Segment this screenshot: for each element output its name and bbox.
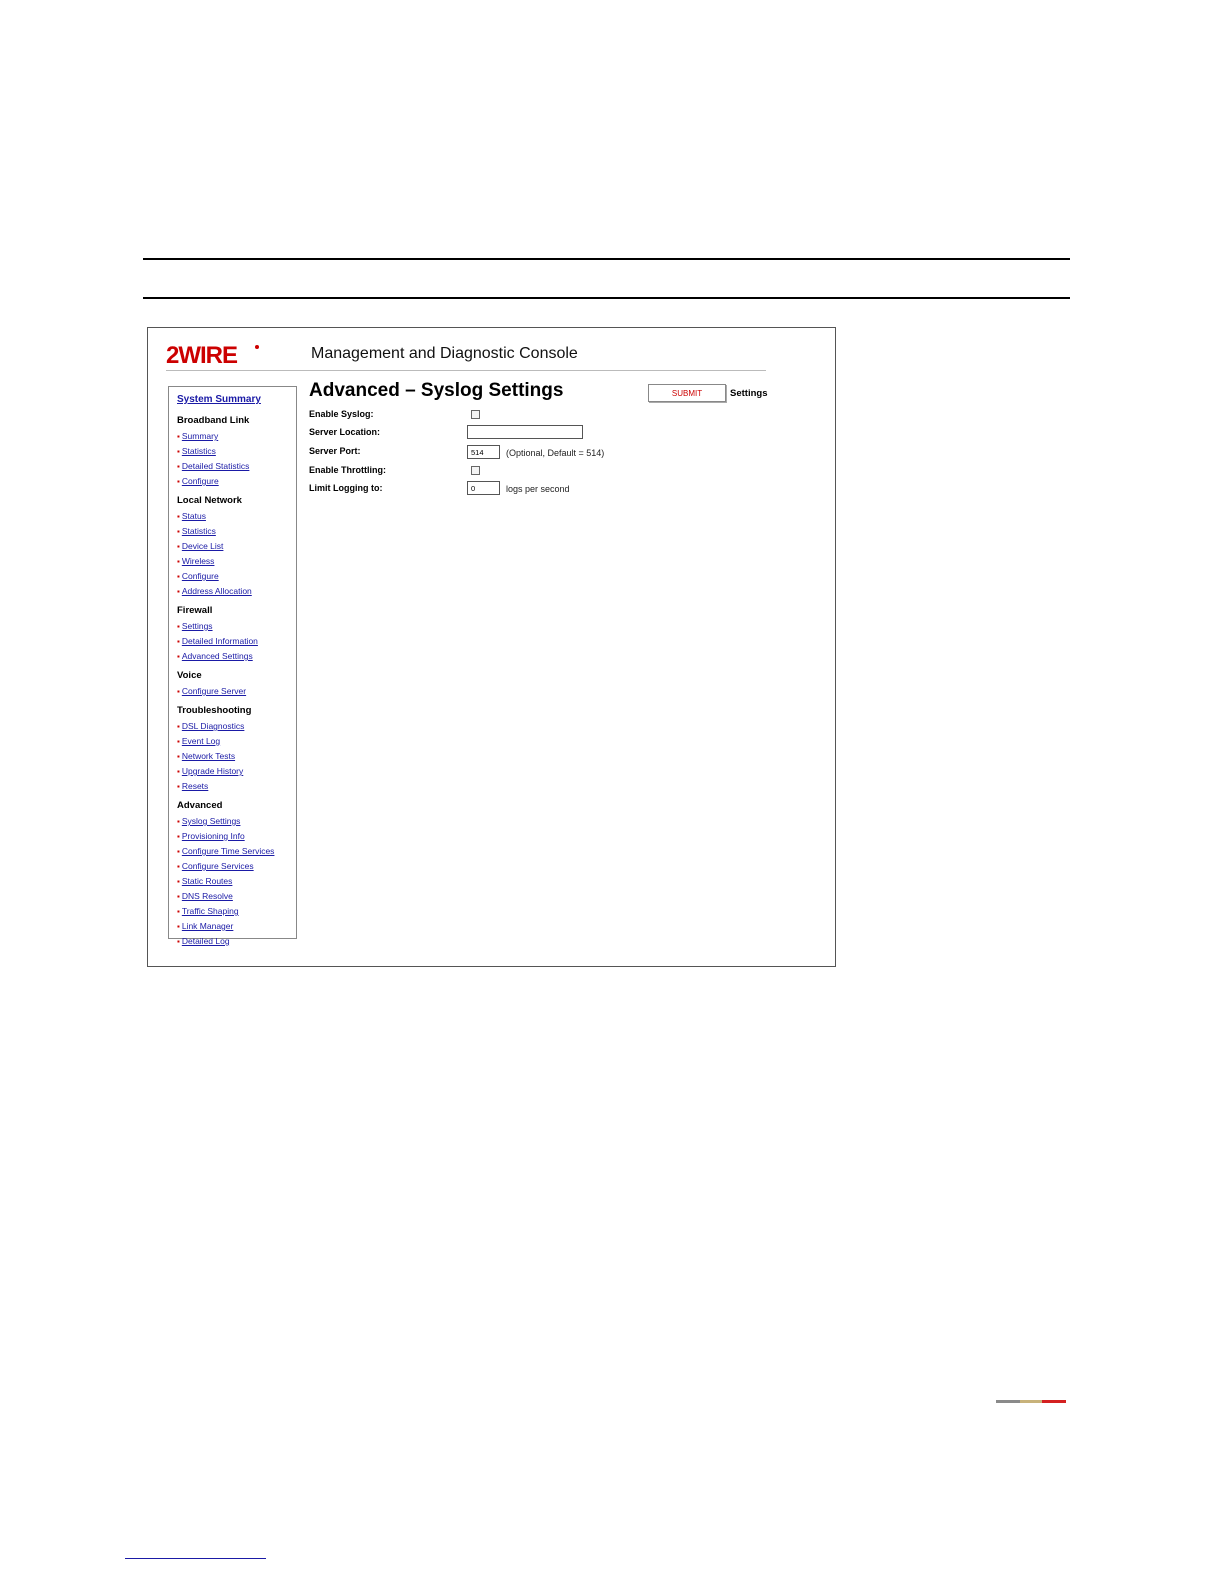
bullet-icon: ▪: [177, 737, 180, 746]
sidebar-item: [177, 749, 296, 764]
sidebar-item: [177, 779, 296, 794]
header-separator: [166, 370, 766, 371]
bullet-icon: ▪: [177, 877, 180, 886]
sidebar-link[interactable]: Detailed Log: [181, 936, 230, 946]
bullet-icon: ▪: [177, 767, 180, 776]
sidebar-section-title: Troubleshooting: [177, 705, 252, 716]
console-title: Management and Diagnostic Console: [311, 345, 578, 362]
sidebar-sections: [177, 415, 296, 949]
sidebar-item: [177, 524, 296, 539]
sidebar-section-title: Local Network: [177, 495, 242, 506]
sidebar-link[interactable]: Provisioning Info: [181, 831, 245, 841]
sidebar-item: [177, 829, 296, 844]
bullet-icon: ▪: [177, 542, 180, 551]
sidebar-item: [177, 874, 296, 889]
bullet-icon: ▪: [177, 587, 180, 596]
sidebar-nav: [168, 386, 297, 946]
bullet-icon: ▪: [177, 892, 180, 901]
sidebar-section-title: Broadband Link: [177, 415, 250, 426]
sidebar-link[interactable]: Address Allocation: [181, 586, 252, 596]
2wire-logo: [166, 342, 261, 366]
bullet-icon: ▪: [177, 447, 180, 456]
sidebar-link[interactable]: Summary: [181, 431, 219, 441]
sidebar-link[interactable]: Upgrade History: [181, 766, 244, 776]
server-port-hint: (Optional, Default = 514): [506, 448, 605, 458]
sidebar-item: [177, 634, 296, 649]
limit-logging-hint: logs per second: [506, 484, 570, 494]
sidebar-item: [177, 844, 296, 859]
footer-bar-gray: [996, 1400, 1020, 1403]
console-screenshot: [147, 327, 836, 967]
bullet-icon: ▪: [177, 782, 180, 791]
sidebar-section: [177, 705, 296, 794]
sidebar-item: [177, 474, 296, 489]
sidebar-item: [177, 684, 296, 699]
sidebar-link[interactable]: Statistics: [181, 446, 216, 456]
bullet-icon: ▪: [177, 477, 180, 486]
sidebar-item: [177, 904, 296, 919]
enable-throttling-checkbox[interactable]: [471, 466, 480, 475]
bullet-icon: ▪: [177, 752, 180, 761]
bullet-icon: ▪: [177, 922, 180, 931]
sidebar-section-title: Voice: [177, 670, 202, 681]
sidebar-link[interactable]: Configure: [181, 476, 219, 486]
sidebar-link[interactable]: DSL Diagnostics: [181, 721, 245, 731]
settings-label: Settings: [730, 388, 768, 399]
bullet-icon: ▪: [177, 722, 180, 731]
sidebar-item: [177, 889, 296, 904]
sidebar-section-title: Advanced: [177, 800, 223, 811]
sidebar-link[interactable]: Configure Server: [181, 686, 247, 696]
bullet-icon: ▪: [177, 687, 180, 696]
bullet-icon: ▪: [177, 637, 180, 646]
sidebar-link[interactable]: Status: [181, 511, 206, 521]
enable-throttling-label: Enable Throttling:: [309, 465, 386, 475]
sidebar-item: [177, 934, 296, 949]
sidebar-item: [177, 584, 296, 599]
sidebar-item: [177, 814, 296, 829]
footnote-rule: [125, 1558, 266, 1559]
sidebar-section-title: Firewall: [177, 605, 213, 616]
bullet-icon: ▪: [177, 862, 180, 871]
sidebar-link[interactable]: Traffic Shaping: [181, 906, 239, 916]
sidebar-item: [177, 459, 296, 474]
sidebar-link[interactable]: Device List: [181, 541, 224, 551]
limit-logging-input[interactable]: [467, 481, 500, 495]
bullet-icon: ▪: [177, 622, 180, 631]
sidebar-link-system-summary[interactable]: System Summary: [177, 394, 261, 405]
bullet-icon: ▪: [177, 937, 180, 946]
sidebar-item: [177, 919, 296, 934]
server-location-label: Server Location:: [309, 427, 381, 437]
sidebar-link[interactable]: Advanced Settings: [181, 651, 253, 661]
bullet-icon: ▪: [177, 652, 180, 661]
bullet-icon: ▪: [177, 847, 180, 856]
enable-syslog-label: Enable Syslog:: [309, 409, 374, 419]
sidebar-link[interactable]: Network Tests: [181, 751, 236, 761]
sidebar-link[interactable]: Configure Time Services: [181, 846, 275, 856]
sidebar-item: [177, 539, 296, 554]
sidebar-item: [177, 429, 296, 444]
bullet-icon: ▪: [177, 512, 180, 521]
bullet-icon: ▪: [177, 817, 180, 826]
sidebar-link[interactable]: Statistics: [181, 526, 216, 536]
limit-logging-label: Limit Logging to:: [309, 483, 383, 493]
sidebar-link[interactable]: Configure Services: [181, 861, 254, 871]
sidebar-link[interactable]: Static Routes: [181, 876, 233, 886]
sidebar-section: [177, 415, 296, 489]
bullet-icon: ▪: [177, 432, 180, 441]
submit-button[interactable]: SUBMIT: [648, 384, 726, 402]
sidebar-item: [177, 569, 296, 584]
sidebar-link[interactable]: Detailed Statistics: [181, 461, 250, 471]
bullet-icon: ▪: [177, 462, 180, 471]
sidebar-link[interactable]: Settings: [181, 621, 213, 631]
server-port-input[interactable]: [467, 445, 500, 459]
bullet-icon: ▪: [177, 832, 180, 841]
bullet-icon: ▪: [177, 907, 180, 916]
sidebar-item: [177, 719, 296, 734]
sidebar-section: [177, 495, 296, 599]
sidebar-link[interactable]: Event Log: [181, 736, 221, 746]
sidebar-section: [177, 605, 296, 664]
sidebar-link[interactable]: Detailed Information: [181, 636, 258, 646]
header-rule-bottom: [143, 297, 1070, 299]
sidebar-section: [177, 670, 296, 699]
sidebar-link[interactable]: DNS Resolve: [181, 891, 233, 901]
sidebar-item: [177, 444, 296, 459]
sidebar-section: [177, 800, 296, 949]
page-title: Advanced – Syslog Settings: [309, 380, 564, 401]
footer-bar-tan: [1020, 1400, 1042, 1403]
server-location-input[interactable]: [467, 425, 583, 439]
bullet-icon: ▪: [177, 572, 180, 581]
footer-bar-red: [1042, 1400, 1066, 1403]
sidebar-link[interactable]: Syslog Settings: [181, 816, 241, 826]
sidebar-item: [177, 764, 296, 779]
sidebar-item: [177, 554, 296, 569]
sidebar-item: [177, 619, 296, 634]
bullet-icon: ▪: [177, 527, 180, 536]
bullet-icon: ▪: [177, 557, 180, 566]
server-port-label: Server Port:: [309, 446, 361, 456]
sidebar-link[interactable]: Wireless: [181, 556, 215, 566]
sidebar-link[interactable]: Resets: [181, 781, 209, 791]
sidebar-link[interactable]: Configure: [181, 571, 219, 581]
sidebar-item: [177, 509, 296, 524]
enable-syslog-checkbox[interactable]: [471, 410, 480, 419]
svg-text:2WIRE: 2WIRE: [166, 342, 238, 366]
sidebar-item: [177, 734, 296, 749]
sidebar-link[interactable]: Link Manager: [181, 921, 234, 931]
sidebar-item: [177, 649, 296, 664]
header-rule-top: [143, 258, 1070, 260]
sidebar-item: [177, 859, 296, 874]
